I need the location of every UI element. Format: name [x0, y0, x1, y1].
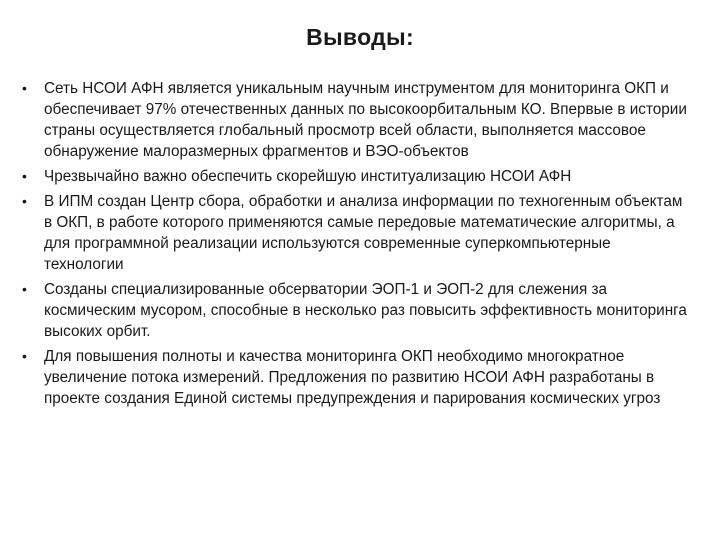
- bullet-item: [20, 78, 692, 162]
- slide-title: Выводы:: [306, 24, 414, 50]
- bullet-dot-icon: •: [22, 193, 27, 209]
- bullet-text: Чрезвычайно важно обеспечить скорейшую институализацию НСОИ АФН: [44, 168, 572, 185]
- bullet-item: [20, 279, 692, 342]
- bullet-dot-icon: •: [22, 281, 27, 297]
- bullet-item: [20, 191, 692, 275]
- bullet-dot-icon: •: [22, 168, 27, 184]
- bullet-text: Для повышения полноты и качества мониторинга ОКП необходимо многократное увеличение потока измерений. Предложения по развитию НСОИ АФН разработаны в проекте создания Единой системы предупреждения и парирования космических угроз: [44, 348, 661, 407]
- bullet-list: [20, 78, 692, 413]
- bullet-dot-icon: •: [22, 80, 27, 96]
- bullet-text: Сеть НСОИ АФН является уникальным научным инструментом для мониторинга ОКП и обеспечивает 97% отечественных данных по высокоорбитальным КО. Впервые в истории страны осуществляется глобальный просмотр всей области, выполняется массовое обнаружение малоразмерных фрагментов и ВЭО-объектов: [44, 80, 687, 160]
- bullet-item: [20, 166, 692, 187]
- bullet-text: Созданы специализированные обсерватории ЭОП-1 и ЭОП-2 для слежения за космическим мусором, способные в несколько раз повысить эффективность мониторинга высоких орбит.: [44, 281, 687, 340]
- bullet-text: В ИПМ создан Центр сбора, обработки и анализа информации по техногенным объектам в ОКП, в работе которого применяются самые передовые математические алгоритмы, а для программной реализации используются современные суперкомпьютерные технологии: [44, 193, 683, 273]
- bullet-item: [20, 346, 692, 409]
- bullet-dot-icon: •: [22, 348, 27, 364]
